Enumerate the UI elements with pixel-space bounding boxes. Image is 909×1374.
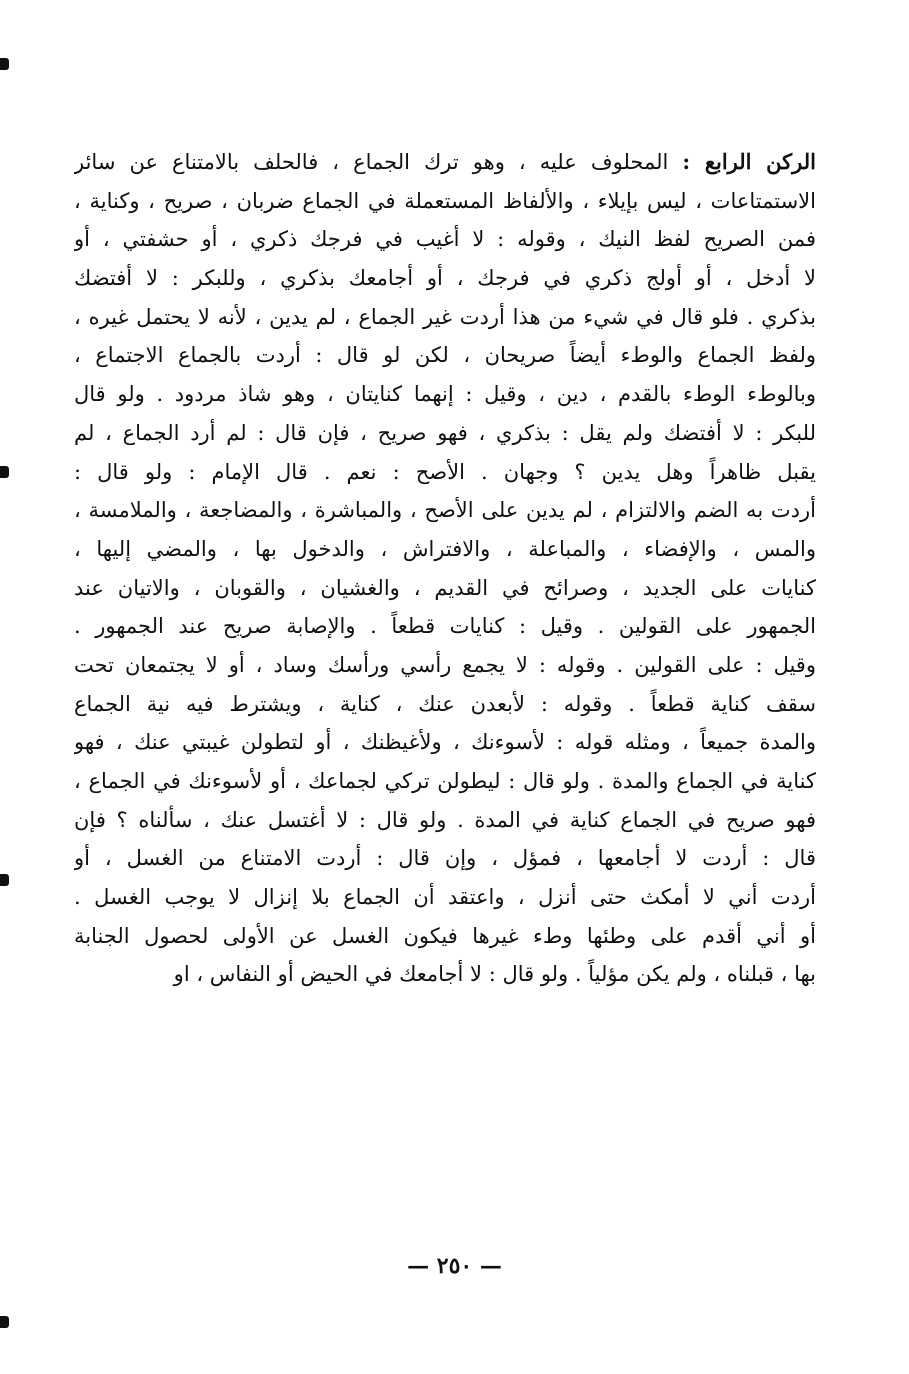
text-line: قال : أردت لا أجامعها ، فمؤل ، وإن قال : أردت الامتناع من الغسل ، أو (74, 846, 816, 871)
text-line: الجمهور على القولين . وقيل : كنايات قطعاً . والإصابة صريح عند الجمهور . (74, 614, 816, 639)
text-line: فمن الصريح لفظ النيك ، وقوله : لا أغيب في فرجك ذكري ، أو حشفتي ، أو (74, 227, 816, 252)
text-line: والمدة جميعاً ، ومثله قوله : لأسوءنك ، ولأغيظنك ، أو لتطولن غيبتي عنك ، فهو (74, 730, 816, 755)
text-line: كناية في الجماع والمدة . ولو قال : ليطولن تركي لجماعك ، أو لأسوءنك في الجماع ، (74, 769, 816, 793)
text-line: كنايات على الجديد ، وصرائح في القديم ، والغشيان ، والقوبان ، والاتيان عند (74, 575, 816, 600)
text-line: أو أني أقدم على وطئها وطء غيرها فيكون الغسل عن الأولى لحصول الجنابة (74, 923, 816, 948)
text-line: فهو صريح في الجماع كناية في المدة . ولو قال : لا أغتسل عنك ، سألناه ؟ فإن (74, 807, 816, 832)
text-line: بها ، قبلناه ، ولم يكن مؤلياً . ولو قال : لا أجامعك في الحيض أو النفاس ، او (173, 962, 816, 987)
page-edge-mark (0, 58, 9, 70)
text-line: أردت به الضم والالتزام ، لم يدين على الأصح ، والمباشرة ، والمضاجعة ، والملامسة ، (74, 498, 816, 523)
body-text (74, 143, 816, 994)
text-line: للبكر : لا أفتضك ولم يقل : بذكري ، فهو صريح ، فإن قال : لم أرد الجماع ، لم (74, 420, 816, 445)
text-line: ولفظ الجماع والوطء أيضاً صريحان ، لكن لو قال : أردت بالجماع الاجتماع ، (74, 343, 816, 368)
page-number: — ٢٥٠ — (407, 1253, 502, 1279)
text-line: أردت أني لا أمكث حتى أنزل ، واعتقد أن الجماع بلا إنزال لا يوجب الغسل . (74, 885, 816, 910)
text-line: يقبل ظاهراً وهل يدين ؟ وجهان . الأصح : نعم . قال الإمام : ولو قال : (74, 459, 816, 484)
text-line: لا أدخل ، أو أولج ذكري في فرجك ، أو أجامعك بذكري ، وللبكر : لا أفتضك (74, 266, 816, 291)
text-line: الاستمتاعات ، ليس بإيلاء ، والألفاظ المستعملة في الجماع ضربان ، صريح ، وكناية ، (74, 188, 816, 213)
page-edge-mark (0, 1316, 9, 1328)
text-line (74, 143, 816, 182)
text-line: سقف كناية قطعاً . وقوله : لأبعدن عنك ، كناية ، ويشترط فيه نية الجماع (74, 691, 816, 716)
page-edge-mark (0, 466, 9, 478)
text-line: وقيل : على القولين . وقوله : لا يجمع رأسي ورأسك وساد ، أو لا يجتمعان تحت (74, 652, 816, 677)
text-line: والمس ، والإفضاء ، والمباعلة ، والافتراش ، والدخول بها ، والمضي إليها ، (74, 536, 816, 561)
text-line: وبالوطء الوطء بالقدم ، دين ، وقيل : إنهما كنايتان ، وهو شاذ مردود . ولو قال (74, 382, 816, 407)
section-lead-term: الركن الرابع : (682, 149, 816, 174)
page-edge-mark (0, 874, 9, 886)
text-line: بذكري . فلو قال في شيء من هذا أردت غير الجماع ، لم يدين ، لأنه لا يحتمل غيره ، (74, 304, 816, 329)
text-line-content: المحلوف عليه ، وهو ترك الجماع ، فالحلف بالامتناع عن سائر (74, 150, 669, 174)
